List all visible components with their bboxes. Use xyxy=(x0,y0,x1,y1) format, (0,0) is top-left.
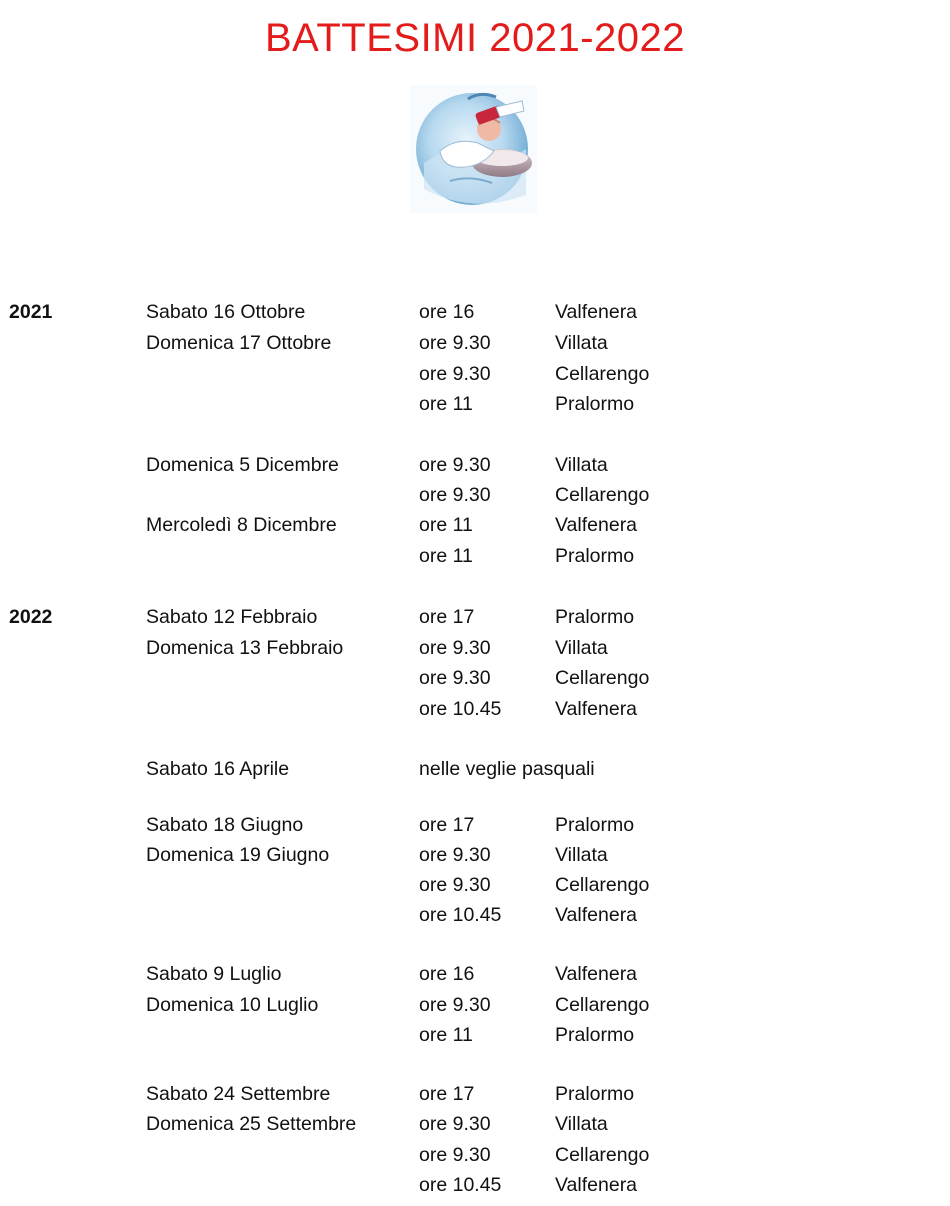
schedule-row xyxy=(0,840,950,870)
place-label: Valfenera xyxy=(555,698,638,720)
date-label: Sabato 9 Luglio xyxy=(146,963,282,985)
date-label: Mercoledì 8 Dicembre xyxy=(146,514,337,536)
place-label: Villata xyxy=(555,454,608,476)
note-label: nelle veglie pasquali xyxy=(419,758,595,780)
date-label: Domenica 13 Febbraio xyxy=(146,637,344,659)
schedule-row xyxy=(0,1020,950,1050)
time-label: ore 16 xyxy=(419,301,475,323)
time-label: ore 9.30 xyxy=(419,1144,491,1166)
date-label: Domenica 19 Giugno xyxy=(146,844,330,866)
schedule-row xyxy=(0,959,950,989)
place-label: Pralormo xyxy=(555,1083,635,1105)
time-label: ore 9.30 xyxy=(419,874,491,896)
date-label: Domenica 25 Settembre xyxy=(146,1113,357,1135)
place-label: Pralormo xyxy=(555,1024,635,1046)
schedule-row xyxy=(0,602,950,632)
place-label: Cellarengo xyxy=(555,667,650,689)
schedule-row xyxy=(0,480,950,510)
time-label: ore 17 xyxy=(419,1083,475,1105)
place-label: Pralormo xyxy=(555,606,635,628)
schedule-row xyxy=(0,541,950,571)
place-label: Villata xyxy=(555,332,608,354)
time-label: ore 11 xyxy=(419,545,473,567)
place-label: Cellarengo xyxy=(555,484,650,506)
place-label: Villata xyxy=(555,844,608,866)
time-label: ore 9.30 xyxy=(419,667,491,689)
time-label: ore 9.30 xyxy=(419,1113,491,1135)
page-title: BATTESIMI 2021-2022 xyxy=(264,16,686,60)
schedule-row xyxy=(0,297,950,327)
schedule-row xyxy=(0,1140,950,1170)
time-label: ore 11 xyxy=(419,1024,473,1046)
place-label: Pralormo xyxy=(555,814,635,836)
place-label: Valfenera xyxy=(555,514,638,536)
place-label: Cellarengo xyxy=(555,994,650,1016)
year-label: 2021 xyxy=(9,301,53,323)
schedule-row xyxy=(0,754,950,784)
place-label: Valfenera xyxy=(555,301,638,323)
time-label: ore 11 xyxy=(419,514,473,536)
date-label: Domenica 10 Luglio xyxy=(146,994,319,1016)
place-label: Cellarengo xyxy=(555,1144,650,1166)
schedule-row xyxy=(0,510,950,540)
time-label: ore 9.30 xyxy=(419,844,491,866)
date-label: Sabato 18 Giugno xyxy=(146,814,304,836)
place-label: Villata xyxy=(555,637,608,659)
schedule-row xyxy=(0,694,950,724)
place-label: Villata xyxy=(555,1113,608,1135)
date-label: Sabato 16 Ottobre xyxy=(146,301,306,323)
time-label: ore 9.30 xyxy=(419,994,491,1016)
date-label: Sabato 12 Febbraio xyxy=(146,606,318,628)
year-label: 2022 xyxy=(9,606,53,628)
date-label: Domenica 5 Dicembre xyxy=(146,454,339,476)
time-label: ore 10.45 xyxy=(419,698,502,720)
schedule-row xyxy=(0,870,950,900)
place-label: Valfenera xyxy=(555,1174,638,1196)
date-label: Domenica 17 Ottobre xyxy=(146,332,332,354)
schedule-row xyxy=(0,450,950,480)
time-label: ore 9.30 xyxy=(419,637,491,659)
schedule-row xyxy=(0,900,950,930)
time-label: ore 9.30 xyxy=(419,484,491,506)
time-label: ore 10.45 xyxy=(419,904,502,926)
time-label: ore 9.30 xyxy=(419,363,491,385)
place-label: Pralormo xyxy=(555,393,635,415)
schedule-row xyxy=(0,633,950,663)
place-label: Valfenera xyxy=(555,963,638,985)
schedule-row xyxy=(0,663,950,693)
time-label: ore 16 xyxy=(419,963,475,985)
time-label: ore 9.30 xyxy=(419,454,491,476)
place-label: Valfenera xyxy=(555,904,638,926)
schedule-row xyxy=(0,990,950,1020)
time-label: ore 10.45 xyxy=(419,1174,502,1196)
place-label: Pralormo xyxy=(555,545,635,567)
schedule-row xyxy=(0,810,950,840)
place-label: Cellarengo xyxy=(555,363,650,385)
date-label: Sabato 24 Settembre xyxy=(146,1083,331,1105)
schedule-row xyxy=(0,328,950,358)
schedule-row xyxy=(0,1109,950,1139)
schedule-row xyxy=(0,1170,950,1200)
time-label: ore 9.30 xyxy=(419,332,491,354)
time-label: ore 17 xyxy=(419,814,475,836)
place-label: Cellarengo xyxy=(555,874,650,896)
date-label: Sabato 16 Aprile xyxy=(146,758,290,780)
schedule-row xyxy=(0,389,950,419)
schedule-row xyxy=(0,359,950,389)
time-label: ore 11 xyxy=(419,393,473,415)
time-label: ore 17 xyxy=(419,606,475,628)
schedule-row xyxy=(0,1079,950,1109)
